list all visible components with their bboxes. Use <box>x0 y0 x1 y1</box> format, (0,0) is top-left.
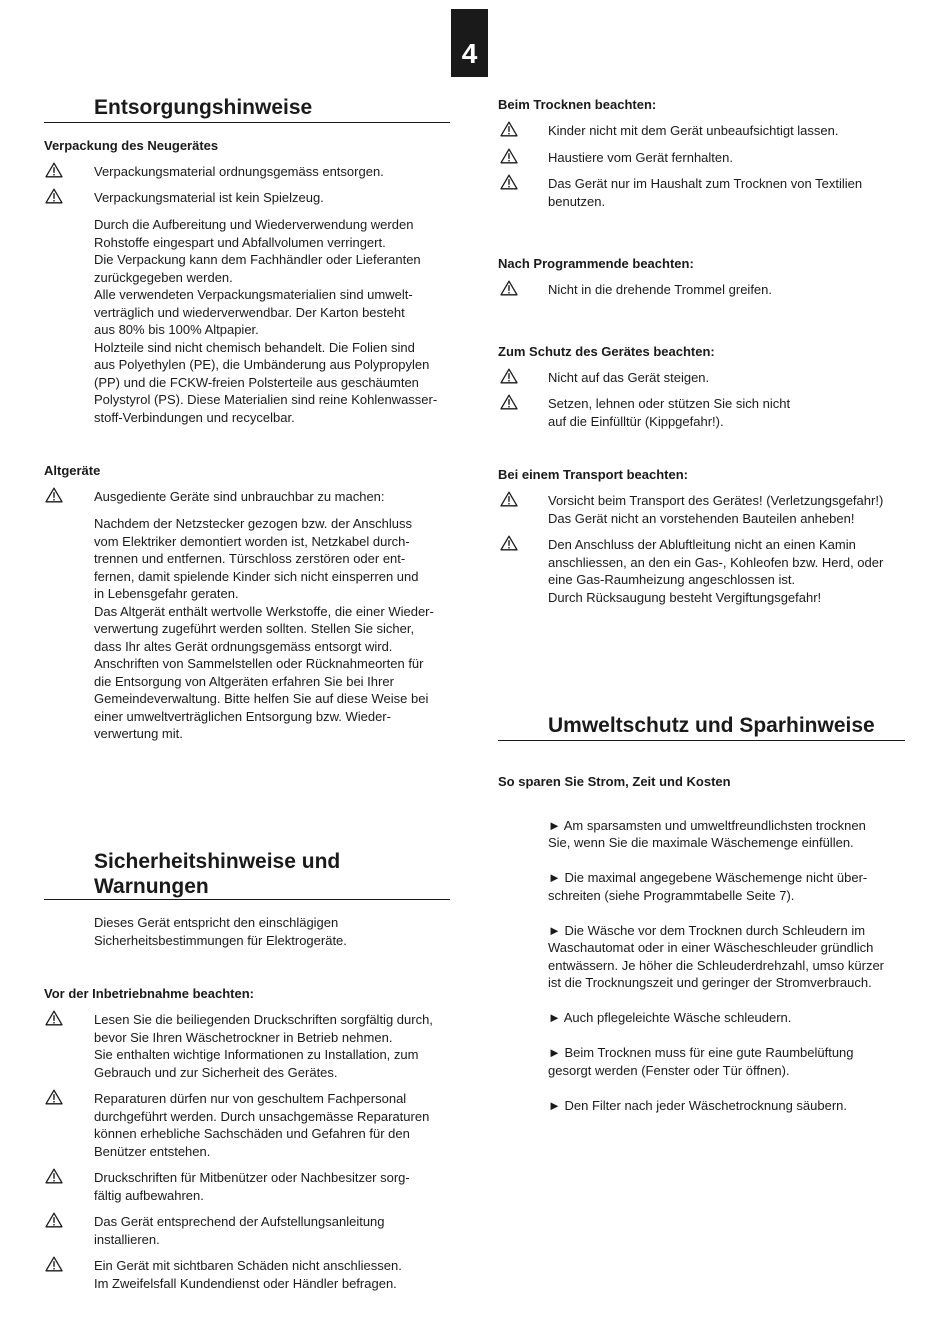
page-number-tab: 4 <box>451 9 488 77</box>
program-end-warning-1: Nicht in die drehende Trommel greifen. <box>548 282 773 297</box>
drying-warning-1: Kinder nicht mit dem Gerät unbeaufsichtigt lassen. <box>548 123 839 138</box>
title-rule <box>44 122 450 123</box>
old-appliances-body: Nachdem der Netzstecker gezogen bzw. der Anschluss vom Elektriker demontiert worden ist, Netzkabel durch- trennen und entfernen. Türschloss zerstören oder ent- fernen, damit spielende Kinder sich nicht einsperren und in Lebensgefahr geraten. Das Altgerät enthält wertvolle Werkstoffe, die einer Wieder- verwertung zugeführt werden sollten. Stellen Sie sicher, dass Ihr altes Gerät ordnungsgemäss entsorgt wird. Anschriften von Sammelstellen oder Rücknahmeorten für die Entsorgung von Altgeräten erfahren Sie bei Ihrer Gemeindeverwaltung. Bitte helfen Sie auf diese Weise bei einer umweltverträglichen Entsorgung bzw. Wieder- verwertung mit. <box>94 516 434 741</box>
saving-tip: ► Die Wäsche vor dem Trocknen durch Schleudern im Waschautomat oder in einer Wäscheschleuder gründlich entwässern. Je höher die Schleuderdrehzahl, umso kürzer ist die Trocknungszeit und geringer der Stromverbrauch. <box>548 922 885 990</box>
warning-icon <box>500 368 518 384</box>
warning-icon <box>45 1168 63 1184</box>
old-appliances-warning: Ausgediente Geräte sind unbrauchbar zu machen: <box>94 489 385 504</box>
before-use-warning-3: Druckschriften für Mitbenützer oder Nachbesitzer sorg- fältig aufbewahren. <box>94 1170 410 1203</box>
packaging-body: Durch die Aufbereitung und Wiederverwendung werden Rohstoffe eingespart und Abfallvolumen verringert. Die Verpackung kann dem Fachhändler oder Lieferanten zurückgegeben werden. Alle verwendeten Verpackungsmaterialien sind umwelt- verträglich und wiederverwendbar. Der Karton besteht aus 80% bis 100% Altpapier. Holzteile sind nicht chemisch behandelt. Die Folien sind aus Polyethylen (PE), die Umbänderung aus Polypropylen (PP) und die FCKW-freien Polsterteile aus geschäumten Polystyrol (PS). Diese Materialien sind reine Kohlenwasser- stoff-Verbindungen und recycelbar. <box>94 217 438 425</box>
saving-heading: So sparen Sie Strom, Zeit und Kosten <box>498 774 731 789</box>
old-appliances-heading: Altgeräte <box>44 463 101 478</box>
packaging-heading: Verpackung des Neugerätes <box>44 138 219 153</box>
safety-intro: Dieses Gerät entspricht den einschlägigen Sicherheitsbestimmungen für Elektrogeräte. <box>94 915 347 948</box>
saving-tip: ► Die maximal angegebene Wäschemenge nicht über- schreiten (siehe Programmtabelle Seite 7). <box>548 870 868 903</box>
before-use-heading: Vor der Inbetriebnahme beachten: <box>44 986 254 1001</box>
drying-heading: Beim Trocknen beachten: <box>498 97 657 112</box>
safety-title: Sicherheitshinweise und Warnungen <box>94 850 341 898</box>
warning-icon <box>45 487 63 503</box>
before-use-warning-1: Lesen Sie die beiliegenden Druckschriften sorgfältig durch, bevor Sie Ihren Wäschetrockner in Betrieb nehmen. Sie enthalten wichtige Informationen zu Installation, zum Gebrauch und zur Sicherheit des Gerätes. <box>94 1012 433 1080</box>
protection-warning-2: Setzen, lehnen oder stützen Sie sich nicht auf die Einfülltür (Kippgefahr!). <box>548 396 791 429</box>
warning-icon <box>45 188 63 204</box>
saving-tip: ► Den Filter nach jeder Wäschetrocknung säubern. <box>548 1097 848 1113</box>
packaging-warning-2: Verpackungsmaterial ist kein Spielzeug. <box>94 190 324 205</box>
warning-icon <box>500 280 518 296</box>
protection-heading: Zum Schutz des Gerätes beachten: <box>498 344 715 359</box>
before-use-warning-2: Reparaturen dürfen nur von geschultem Fachpersonal durchgeführt werden. Durch unsachgemässe Reparaturen können erhebliche Sachschäden und Gefahren für den Benützer entstehen. <box>94 1091 430 1159</box>
packaging-warning-1: Verpackungsmaterial ordnungsgemäss entsorgen. <box>94 164 384 179</box>
warning-icon <box>500 491 518 507</box>
transport-heading: Bei einem Transport beachten: <box>498 467 688 482</box>
warning-icon <box>500 394 518 410</box>
environment-title: Umweltschutz und Sparhinweise <box>548 714 875 737</box>
title-rule <box>44 899 450 900</box>
warning-icon <box>45 1212 63 1228</box>
protection-warning-1: Nicht auf das Gerät steigen. <box>548 370 710 385</box>
warning-icon <box>500 121 518 137</box>
warning-icon <box>500 174 518 190</box>
transport-warning-1: Vorsicht beim Transport des Gerätes! (Verletzungsgefahr!) Das Gerät nicht an vorstehenden Bauteilen anheben! <box>548 493 884 526</box>
title-rule <box>498 740 905 741</box>
transport-warning-2: Den Anschluss der Abluftleitung nicht an einen Kamin anschliessen, an den ein Gas-, Kohleofen bzw. Herd, oder eine Gas-Raumheizung angeschlossen ist. Durch Rücksaugung besteht Vergiftungsgefahr! <box>548 537 884 605</box>
before-use-warning-4: Das Gerät entsprechend der Aufstellungsanleitung installieren. <box>94 1214 385 1247</box>
drying-warning-2: Haustiere vom Gerät fernhalten. <box>548 150 733 165</box>
warning-icon <box>45 162 63 178</box>
warning-icon <box>45 1010 63 1026</box>
program-end-heading: Nach Programmende beachten: <box>498 256 694 271</box>
before-use-warning-5: Ein Gerät mit sichtbaren Schäden nicht anschliessen. Im Zweifelsfall Kundendienst oder Händler befragen. <box>94 1258 402 1291</box>
drying-warning-3: Das Gerät nur im Haushalt zum Trocknen von Textilien benutzen. <box>548 176 863 209</box>
warning-icon <box>500 535 518 551</box>
warning-icon <box>45 1256 63 1272</box>
saving-tip: ► Beim Trocknen muss für eine gute Raumbelüftung gesorgt werden (Fenster oder Tür öffnen). <box>548 1045 854 1078</box>
saving-tips-list <box>548 799 884 1132</box>
saving-tip: ► Auch pflegeleichte Wäsche schleudern. <box>548 1010 792 1025</box>
warning-icon <box>500 148 518 164</box>
saving-tip: ► Am sparsamsten und umweltfreundlichsten trocknen Sie, wenn Sie die maximale Wäschemenge einfüllen. <box>548 817 866 850</box>
disposal-title: Entsorgungshinweise <box>94 96 313 119</box>
warning-icon <box>45 1089 63 1105</box>
